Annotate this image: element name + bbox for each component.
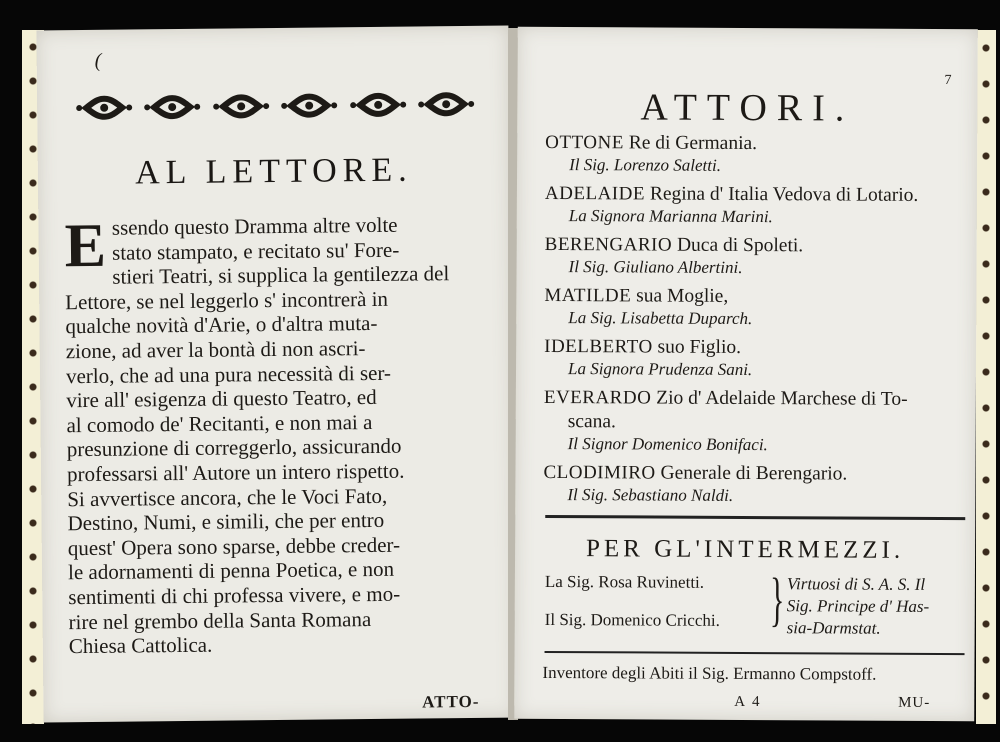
character-name: MATILDE bbox=[544, 284, 632, 307]
actor-name: Il Sig. Sebastiano Naldi. bbox=[567, 485, 734, 505]
text-line: vire all' esigenza di questo Teatro, ed bbox=[66, 385, 377, 413]
virtuosi-line: sia-Darmstat. bbox=[786, 618, 881, 638]
virtuosi-line: Virtuosi di S. A. S. Il bbox=[786, 574, 926, 594]
text-line: professarsi all' Autore un intero rispetto. bbox=[66, 458, 405, 487]
virtuosi-line: Sig. Principe d' Has- bbox=[786, 596, 930, 616]
text-line: Lettore, se nel leggerlo s' incontrerà in bbox=[65, 286, 389, 314]
actor-name: Il Sig. Giuliano Albertini. bbox=[568, 257, 743, 277]
character-name: ADELAIDE bbox=[544, 182, 646, 205]
actor-name: La Signora Prudenza Sani. bbox=[567, 359, 753, 380]
fleuron-icon bbox=[349, 89, 407, 122]
character-role: Generale di Berengario. bbox=[655, 462, 848, 485]
cast-entry bbox=[544, 386, 964, 456]
signature-mark: A 4 bbox=[734, 693, 762, 711]
character-name: EVERARDO bbox=[543, 386, 652, 409]
fleuron-icon bbox=[212, 90, 270, 123]
costume-credit: Inventore degli Abiti il Sig. Ermanno Compstoff. bbox=[542, 662, 877, 684]
text-line: qualche novità d'Arie, o d'altra muta- bbox=[65, 311, 378, 339]
text-line: Si avvertisce ancora, che le Voci Fato, bbox=[67, 483, 388, 511]
performer-name: Il Sig. Domenico Cricchi. bbox=[544, 609, 720, 630]
cast-entry bbox=[544, 335, 964, 381]
cast-entry bbox=[544, 284, 964, 330]
character-role: sua Moglie, bbox=[631, 285, 729, 307]
cast-entry bbox=[545, 233, 965, 279]
catchword: ATTO- bbox=[422, 691, 480, 712]
right-page bbox=[514, 27, 978, 721]
ornamental-border bbox=[75, 86, 475, 126]
fleuron-icon bbox=[75, 91, 133, 124]
performer-name: La Sig. Rosa Ruvinetti. bbox=[544, 571, 705, 592]
brace-icon: } bbox=[769, 566, 785, 633]
text-line: al comodo de' Recitanti, e non mai a bbox=[66, 409, 373, 437]
cast-entry bbox=[543, 461, 963, 507]
fleuron-icon bbox=[143, 91, 201, 124]
intermezzi-heading: PER GL'INTERMEZZI. bbox=[585, 535, 905, 564]
text-line: Destino, Numi, e simili, che per entro bbox=[67, 508, 385, 536]
character-name: OTTONE bbox=[545, 131, 624, 154]
cast-list bbox=[543, 131, 965, 514]
text-line: Chiesa Cattolica. bbox=[68, 632, 213, 659]
text-line: zione, ad aver la bontà di non ascri- bbox=[65, 336, 366, 364]
divider-rule bbox=[545, 651, 965, 655]
text-line: quest' Opera sono sparse, debbe creder- bbox=[67, 532, 401, 560]
character-role: suo Figlio. bbox=[652, 336, 742, 358]
actor-name: Il Signor Domenico Bonifaci. bbox=[567, 434, 768, 455]
catchword: MU- bbox=[898, 694, 931, 711]
corner-mark: ( bbox=[94, 49, 102, 72]
page-title: ATTORI. bbox=[640, 86, 855, 130]
cast-entry bbox=[545, 131, 965, 177]
divider-rule bbox=[545, 515, 965, 520]
page-title: AL LETTORE. bbox=[134, 151, 413, 192]
character-role: Re di Germania. bbox=[623, 132, 758, 155]
text-line: verlo, che ad una pura necessità di ser- bbox=[65, 360, 392, 388]
fleuron-icon bbox=[417, 88, 475, 121]
character-role: Zio d' Adelaide Marchese di To- bbox=[651, 387, 908, 410]
character-name: IDELBERTO bbox=[544, 335, 653, 358]
text-line: sentimenti di chi professa vivere, e mo- bbox=[68, 581, 401, 610]
preface-text bbox=[64, 212, 499, 659]
virtuosi-note bbox=[787, 573, 987, 640]
character-role: Duca di Spoleti. bbox=[672, 234, 804, 257]
page-number: 7 bbox=[944, 73, 952, 89]
actor-name: Il Sig. Lorenzo Saletti. bbox=[569, 155, 722, 175]
actor-name: La Signora Marianna Marini. bbox=[568, 206, 773, 227]
character-role-continued: scana. bbox=[567, 411, 616, 433]
text-line: ssendo questo Dramma altre volte bbox=[111, 212, 398, 240]
character-name: BERENGARIO bbox=[544, 233, 673, 256]
text-line: le adornamenti di penna Poetica, e non bbox=[67, 557, 395, 585]
text-line: rire nel grembo della Santa Romana bbox=[68, 606, 372, 634]
drop-cap: E bbox=[64, 211, 107, 281]
actor-name: La Sig. Lisabetta Duparch. bbox=[568, 308, 753, 329]
character-name: CLODIMIRO bbox=[543, 461, 656, 484]
left-page bbox=[36, 26, 515, 723]
fleuron-icon bbox=[280, 89, 338, 122]
text-line: presunzione di correggerlo, assicurando bbox=[66, 434, 402, 462]
character-role: Regina d' Italia Vedova di Lotario. bbox=[644, 183, 919, 206]
cast-entry bbox=[545, 182, 965, 228]
text-line: stato stampato, e recitato su' Fore- bbox=[111, 237, 400, 265]
intermezzi-performers bbox=[544, 566, 975, 644]
text-line: stieri Teatri, si supplica la gentilezza del bbox=[112, 261, 450, 289]
